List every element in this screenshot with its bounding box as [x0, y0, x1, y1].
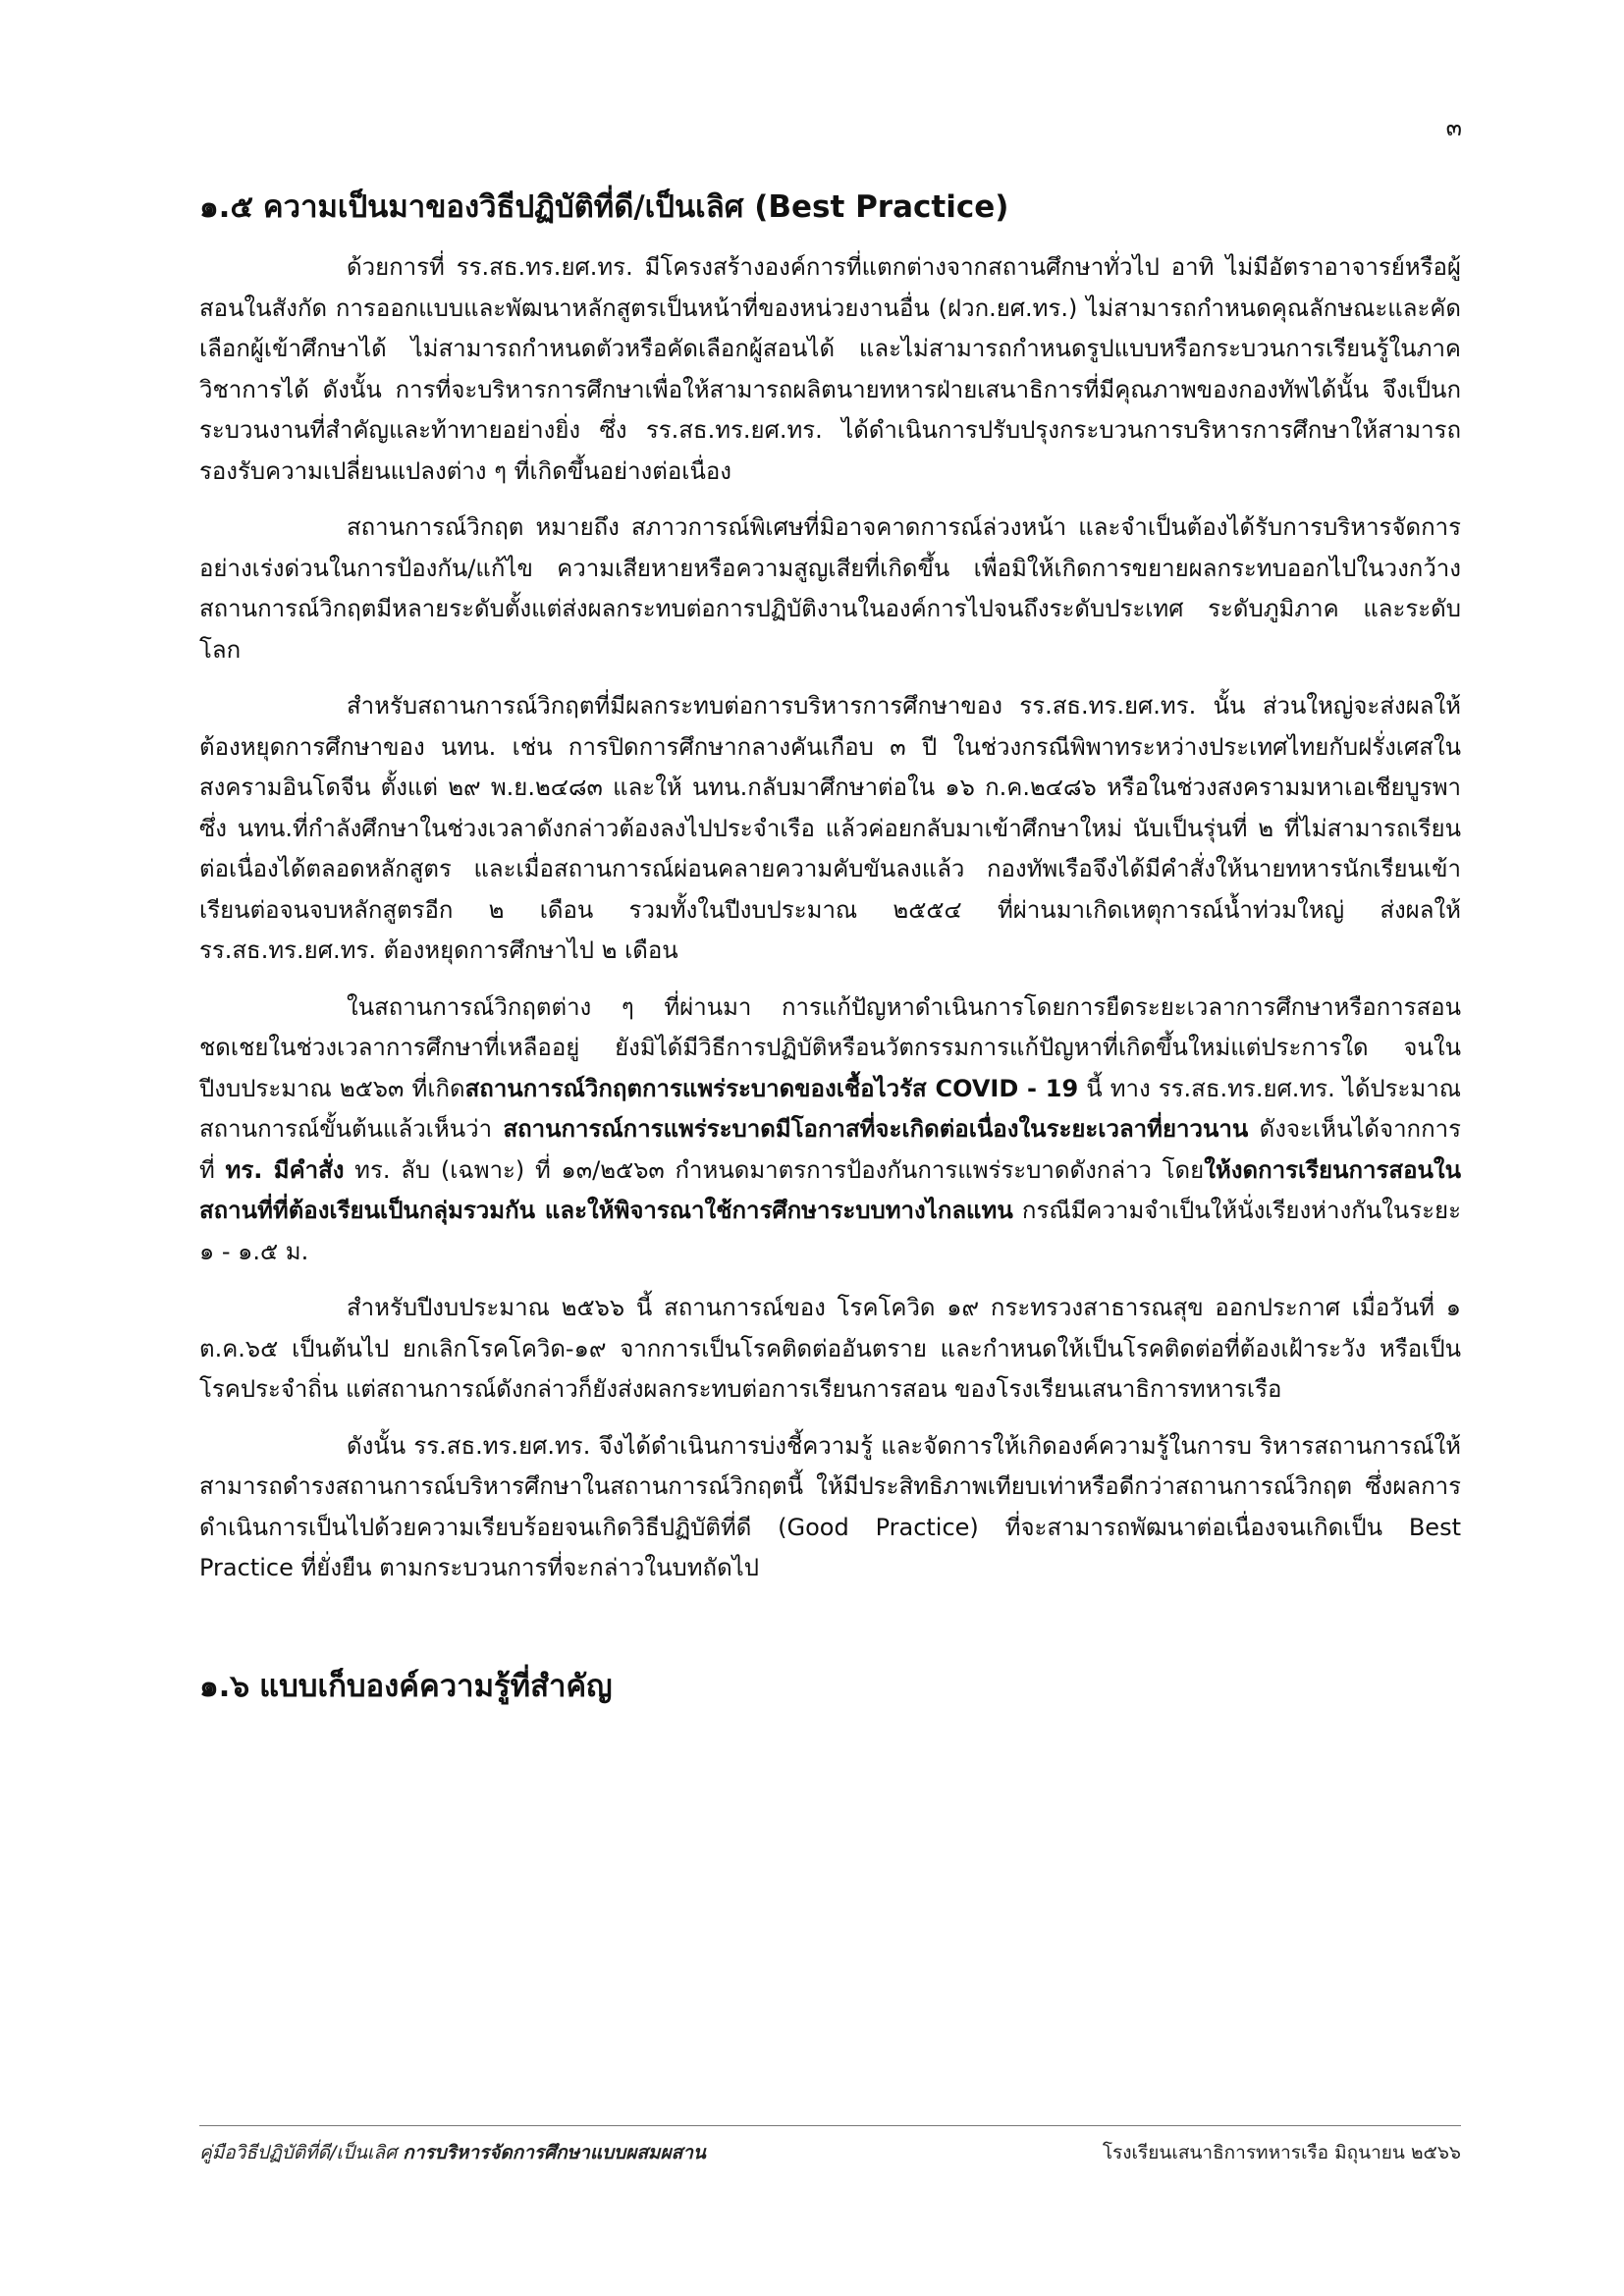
- paragraph-background: ด้วยการที่ รร.สธ.ทร.ยศ.ทร. มีโครงสร้างองค์การที่แตกต่างจากสถานศึกษาทั่วไป อาทิ ไม่มีอัตราอาจารย์หรือผู้สอนในสังกัด การออกแบบและพัฒนาหลักสูตรเป็นหน้าที่ของหน่วยงานอื่น (ฝวก.ยศ.ทร.) ไม่สามารถกำหนดคุณลักษณะและคัดเลือกผู้เข้าศึกษาได้ ไม่สามารถกำหนดตัวหรือคัดเลือกผู้สอนได้ และไม่สามารถกำหนดรูปแบบหรือกระบวนการเรียนรู้ในภาควิชาการได้ ดังนั้น การที่จะบริหารการศึกษาเพื่อให้สามารถผลิตนายทหารฝ่ายเสนาธิการที่มีคุณภาพของกองทัพได้นั้น จึงเป็นกระบวนงานที่สำคัญและท้าทายอย่างยิ่ง ซึ่ง รร.สธ.ทร.ยศ.ทร. ได้ดำเนินการปรับปรุงกระบวนการบริหารการศึกษาให้สามารถรองรับความเปลี่ยนแปลงต่าง ๆ ที่เกิดขึ้นอย่างต่อเนื่อง: [199, 253, 1461, 485]
- paragraph-conclusion: ดังนั้น รร.สธ.ทร.ยศ.ทร. จึงได้ดำเนินการบ่งชี้ความรู้ และจัดการให้เกิดองค์ความรู้ในการบ ริหารสถานการณ์ให้สามารถดำรงสถานการณ์บริหารศึกษาในสถานการณ์วิกฤตนี้ ให้มีประสิทธิภาพเทียบเท่าหรือดีกว่าสถานการณ์วิกฤต ซึ่งผลการดำเนินการเป็นไปด้วยความเรียบร้อยจนเกิดวิธีปฏิบัติที่ดี (Good Practice) ที่จะสามารถพัฒนาต่อเนื่องจนเกิดเป็น Best Practice ที่ยั่งยืน ตามกระบวนการที่จะกล่าวในบทถัดไป: [199, 1431, 1461, 1581]
- text-run: นี้ ทาง รร.สธ.ทร.ยศ.ทร. ได้ประมาณสถานการณ์ขั้นต้นแล้วเห็นว่า: [199, 1074, 1461, 1143]
- section-heading-1-6: [199, 1666, 1461, 1707]
- text-run: ดังจะเห็นได้จากการที่: [199, 1115, 1461, 1184]
- paragraph-fy2566: สำหรับปีงบประมาณ ๒๕๖๖ นี้ สถานการณ์ของ โรคโควิด ๑๙ กระทรวงสาธารณสุข ออกประกาศ เมื่อวันที่ ๑ ต.ค.๖๕ เป็นต้นไป ยกเลิกโรคโควิด-๑๙ จากการเป็นโรคติดต่ออันตราย และกำหนดให้เป็นโรคติดต่อที่ต้องเฝ้าระวัง หรือเป็นโรคประจำถิ่น แต่สถานการณ์ดังกล่าวก็ยังส่งผลกระทบต่อการเรียนการสอน ของโรงเรียนเสนาธิการทหารเรือ: [199, 1294, 1461, 1403]
- document-body: [199, 187, 1461, 1707]
- footer-title-bold: การบริหารจัดการศึกษาแบบผสมผสาน: [403, 2142, 706, 2163]
- paragraph-crisis-definition: สถานการณ์วิกฤต หมายถึง สภาวการณ์พิเศษที่มิอาจคาดการณ์ล่วงหน้า และจำเป็นต้องได้รับการบริหารจัดการอย่างเร่งด่วนในการป้องกัน/แก้ไข ความเสียหายหรือความสูญเสียที่เกิดขึ้น เพื่อมิให้เกิดการขยายผลกระทบออกไปในวงกว้าง สถานการณ์วิกฤตมีหลายระดับตั้งแต่ส่งผลกระทบต่อการปฏิบัติงานในองค์การไปจนถึงระดับประเทศ ระดับภูมิภาค และระดับโลก: [199, 513, 1461, 664]
- section-heading-1-5: [199, 187, 1461, 228]
- bold-run: สถานการณ์การแพร่ระบาดมีโอกาสที่จะเกิดต่อเนื่องในระยะเวลาที่ยาวนาน: [503, 1115, 1249, 1143]
- section-title: ความเป็นมาของวิธีปฏิบัติที่ดี/เป็นเลิศ (Best Practice): [262, 189, 1009, 225]
- section-number: ๑.๕: [199, 189, 253, 225]
- section-title: แบบเก็บองค์ความรู้ที่สำคัญ: [259, 1668, 613, 1704]
- text-run: ทร. ลับ (เฉพาะ) ที่ ๑๓/๒๕๖๓ กำหนดมาตรการป้องกันการแพร่ระบาดดังกล่าว โดย: [344, 1155, 1205, 1184]
- bold-run: ให้งดการเรียนการสอนในสถานที่ที่ต้องเรียนเป็นกลุ่มรวมกัน และให้พิจารณาใช้การศึกษาระบบทางไกลแทน: [199, 1155, 1462, 1224]
- footer-title-prefix: คู่มือวิธีปฏิบัติที่ดี/เป็นเลิศ: [199, 2142, 404, 2163]
- bold-run: ทร. มีคำสั่ง: [225, 1155, 345, 1184]
- paragraph-covid-response: [199, 988, 1461, 1273]
- paragraph-past-crises: สำหรับสถานการณ์วิกฤตที่มีผลกระทบต่อการบริหารการศึกษาของ รร.สธ.ทร.ยศ.ทร. นั้น ส่วนใหญ่จะส่งผลให้ต้องหยุดการศึกษาของ นทน. เช่น การปิดการศึกษากลางคันเกือบ ๓ ปี ในช่วงกรณีพิพาทระหว่างประเทศไทยกับฝรั่งเศสในสงครามอินโดจีน ตั้งแต่ ๒๙ พ.ย.๒๔๘๓ และให้ นทน.กลับมาศึกษาต่อใน ๑๖ ก.ค.๒๔๘๖ หรือในช่วงสงครามมหาเอเชียบูรพา ซึ่ง นทน.ที่กำลังศึกษาในช่วงเวลาดังกล่าวต้องลงไปประจำเรือ แล้วค่อยกลับมาเข้าศึกษาใหม่ นับเป็นรุ่นที่ ๒ ที่ไม่สามารถเรียนต่อเนื่องได้ตลอดหลักสูตร และเมื่อสถานการณ์ผ่อนคลายความคับขันลงแล้ว กองทัพเรือจึงได้มีคำสั่งให้นายทหารนักเรียนเข้าเรียนต่อจนจบหลักสูตรอีก ๒ เดือน รวมทั้งในปีงบประมาณ ๒๕๕๔ ที่ผ่านมาเกิดเหตุการณ์น้ำท่วมใหญ่ ส่งผลให้ รร.สธ.ทร.ยศ.ทร. ต้องหยุดการศึกษาไป ๒ เดือน: [199, 692, 1461, 964]
- footer-document-title: [199, 2140, 706, 2165]
- text-run: กรณีมีความจำเป็นให้นั่งเรียงห่างกันในระยะ ๑ - ๑.๕ ม.: [199, 1197, 1461, 1265]
- footer-organization-date: โรงเรียนเสนาธิการทหารเรือ มิถุนายน ๒๕๖๖: [1102, 2142, 1461, 2163]
- footer-divider: [199, 2125, 1461, 2126]
- text-run: ในสถานการณ์วิกฤตต่าง ๆ ที่ผ่านมา การแก้ปัญหาดำเนินการโดยการยืดระยะเวลาการศึกษาหรือการสอนชดเชยในช่วงเวลาการศึกษาที่เหลืออยู่ ยังมิได้มีวิธีการปฏิบัติหรือนวัตกรรมการแก้ปัญหาที่เกิดขึ้นใหม่แต่ประการใด จนในปีงบประมาณ ๒๕๖๓ ที่เกิด: [199, 992, 1461, 1102]
- page-number: ๓: [1445, 114, 1462, 141]
- section-number: ๑.๖: [199, 1668, 250, 1704]
- bold-run: สถานการณ์วิกฤตการแพร่ระบาดของเชื้อไวรัส COVID - 19: [464, 1074, 1079, 1102]
